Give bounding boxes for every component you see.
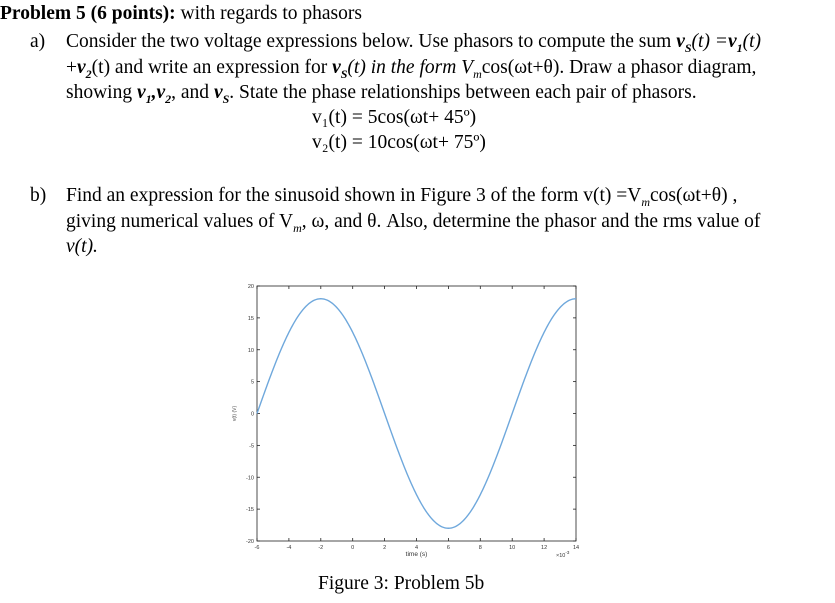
y-axis-label: v(t) (V): [232, 405, 238, 422]
y-tick-label: 0: [250, 411, 254, 418]
part-a-label: a): [30, 31, 46, 52]
y-tick-label: -20: [246, 539, 254, 545]
var-vs: $v_S$: [676, 31, 692, 55]
y-tick-label: -15: [246, 507, 254, 514]
part-b-line2: [66, 210, 760, 240]
plot-series: [257, 299, 576, 529]
part-b-line3: v(t).: [66, 236, 98, 257]
part-a-text: showing: [66, 82, 137, 103]
problem-heading: [0, 2, 362, 26]
problem-subtitle: with regards to phasors: [175, 3, 362, 24]
part-a-text: (t) =: [691, 31, 728, 52]
sinusoid-chart: [228, 280, 598, 570]
sinusoid-line: [257, 299, 576, 529]
x-multiplier-label: $\times 10^{-3}$: [556, 550, 570, 559]
x-tick-label: 4: [414, 545, 419, 551]
var-vs: $v_S$: [213, 82, 230, 106]
part-a-text: (t): [742, 31, 762, 52]
part-b-text: Find an expression for the sinusoid shown in Figure 3 of the form v(t) =V: [66, 185, 642, 206]
x-tick-label: 8: [478, 545, 482, 551]
x-tick-label: -4: [286, 545, 292, 551]
subscript-m: m: [473, 66, 482, 81]
x-axis-label: time (s): [405, 551, 428, 558]
subscript-m: m: [293, 220, 302, 235]
var-v2: $v_2$: [77, 57, 92, 81]
x-tick-label: 0: [351, 545, 355, 551]
y-tick-label: 10: [247, 347, 254, 354]
x-tick-label: 10: [509, 545, 516, 551]
var-v1-v2: $v_1,v_2$: [136, 82, 172, 106]
x-tick-label: 12: [541, 545, 548, 551]
y-tick-label: -5: [249, 443, 254, 450]
part-a-text: cos(ωt+θ). Draw a phasor diagram,: [481, 57, 757, 78]
y-tick-label: 15: [247, 315, 254, 322]
x-tick-label: -2: [318, 545, 324, 551]
y-tick-label: -10: [246, 475, 254, 482]
x-tick-label: -6: [254, 545, 260, 551]
var-vs: $v_S$: [332, 57, 348, 81]
var-v1: $v_1$: [727, 31, 743, 55]
x-tick-label: 14: [572, 545, 580, 551]
plot-ticks: [246, 284, 579, 551]
part-b-label: b): [30, 185, 47, 206]
plot-box: [257, 286, 576, 541]
y-tick-label: 20: [247, 284, 254, 290]
x-tick-label: 2: [383, 545, 387, 551]
part-b-text: giving numerical values of V: [66, 211, 294, 232]
equation-v2: v₂(t) = 10cos(ωt+ 75º): [312, 132, 486, 153]
plus-sign: +: [66, 57, 77, 78]
figure-caption: Figure 3: Problem 5b: [318, 573, 485, 594]
subscript-m: m: [641, 194, 651, 209]
x-tick-label: 6: [446, 545, 450, 551]
part-a-text: (t) in the form V: [347, 57, 474, 78]
part-b-text: cos(ωt+θ) ,: [650, 185, 738, 206]
part-b-text: , ω, and θ. Also, determine the phasor and the rms value of: [301, 211, 761, 232]
plot-frame: [257, 286, 576, 541]
part-a-text: Consider the two voltage expressions below. Use phasors to compute the sum: [66, 31, 677, 52]
y-tick-label: 5: [250, 379, 254, 386]
problem-title: Problem 5 (6 points):: [0, 3, 176, 24]
equation-v1: v₁(t) = 5cos(ωt+ 45º): [312, 107, 477, 128]
part-a-text: (t) and write an expression for: [91, 57, 333, 78]
part-a-text: , and: [171, 82, 214, 103]
part-a-text: . State the phase relationships between each pair of phasors.: [229, 82, 697, 103]
